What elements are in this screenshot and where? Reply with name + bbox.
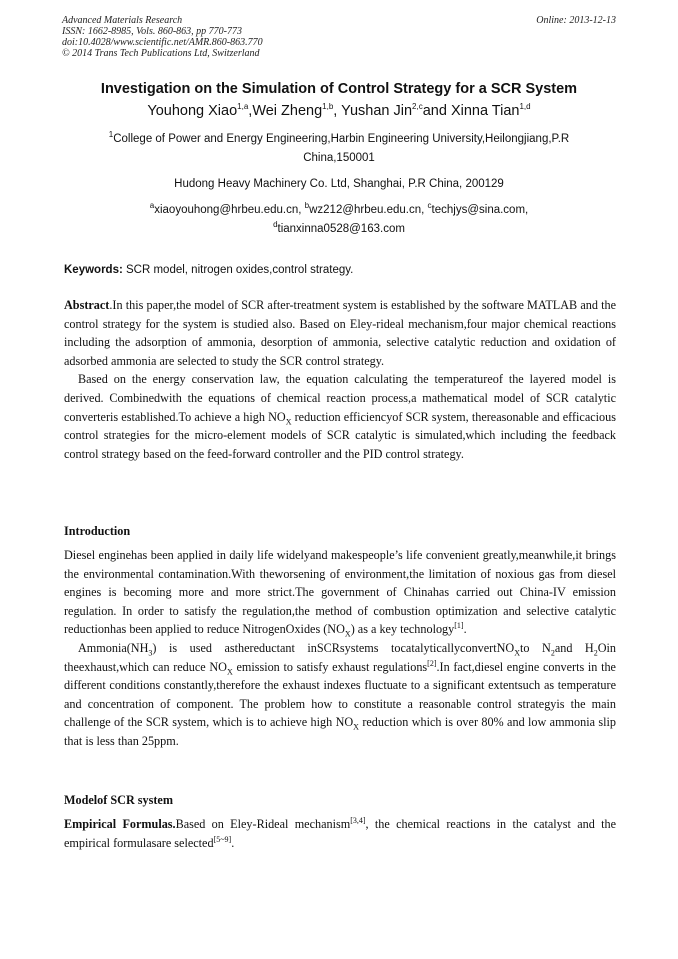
body-text: reduction which is over 80% and low ammonia slip that is less than 25ppm. xyxy=(64,715,616,748)
introduction-body xyxy=(64,546,616,751)
email-marker: a xyxy=(149,201,155,211)
issn-line: ISSN: 1662-8985, Vols. 860-863, pp 770-773 xyxy=(62,26,242,37)
abstract-paragraph xyxy=(64,296,616,370)
email-marker: c xyxy=(427,201,432,211)
subscript: 2 xyxy=(593,648,598,658)
abstract-text: Based on the energy conservation law, the equation calculating the temperatureof the layered model is derived. Combinedwith the equations of chemical reaction process,a mathematical model of SCR catalytic converteris established.To achieve a high NO xyxy=(64,372,616,424)
body-text: , the chemical reactions in the catalyst and the empirical formulasare selected xyxy=(64,817,616,850)
email-address: techjys@sina.com, xyxy=(431,204,529,216)
email-address: xiaoyouhong@hrbeu.edu.cn, xyxy=(154,204,305,216)
citation: [3,4] xyxy=(350,815,366,825)
journal-header xyxy=(62,15,616,59)
abstract-paragraph xyxy=(64,370,616,463)
author-name: Wei Zheng xyxy=(252,103,323,119)
author-separator: , xyxy=(333,103,342,119)
subscript: X xyxy=(514,648,520,658)
subscript: 3 xyxy=(148,648,153,658)
citation: [1] xyxy=(454,621,464,631)
subsection-label: Empirical Formulas. xyxy=(64,817,176,831)
author-marker: 2,c xyxy=(412,102,423,112)
affiliation-2: Hudong Heavy Machinery Co. Ltd, Shanghai, P.R China, 200129 xyxy=(174,178,504,190)
author-separator: , xyxy=(248,103,253,119)
doi-line: doi:10.4028/www.scientific.net/AMR.860-863.770 xyxy=(62,37,263,48)
subscript: X xyxy=(344,629,351,639)
section-heading-model: Modelof SCR system xyxy=(64,793,173,807)
email-address: tianxinna0528@163.com xyxy=(277,223,405,235)
body-text: ) as a key technology xyxy=(350,622,455,637)
keywords xyxy=(64,262,616,278)
affiliation-line: College of Power and Energy Engineering,Harbin Engineering University,Heilongjiang,P.R xyxy=(113,133,570,145)
subscript: 2 xyxy=(550,648,555,658)
body-text: to N xyxy=(520,640,551,655)
body-text: .In fact,diesel engine converts in the different conditions constantly,therefore the exhaust indexes fluctuate to a significant extentsuch as temperature and concentration of component. The problem how to constitute a reasonable control strategyis the main challenge of the SCR system, which is to achieve high NO xyxy=(64,659,616,730)
author-marker: 1,d xyxy=(519,102,531,112)
body-text: ) is used asthereductant inSCRsystems tocatalyticallyconvertNO xyxy=(152,640,515,655)
copyright-line: © 2014 Trans Tech Publications Ltd, Switzerland xyxy=(62,48,260,59)
affiliation-1 xyxy=(80,130,598,168)
author-name: Yushan Jin xyxy=(341,103,413,119)
citation: [2] xyxy=(427,658,437,668)
author-name: Youhong Xiao xyxy=(147,103,238,119)
body-text: . xyxy=(463,622,467,637)
email-list xyxy=(80,201,598,239)
body-text: Diesel enginehas been applied in daily life widelyand makespeople’s life convenient greatly,meanwhile,it brings the environmental contamination.With theworsening of environment,the limitation of noxious gas from diesel engines is becoming more and more strict.The government of Chinahas carried out China-IV emission regulation. In order to satisfy the regulation,the method of combustion optimization and selective catalytic reductionhas been applied to reduce NitrogenOxides (NO xyxy=(64,548,616,637)
abstract-label: Abstract xyxy=(64,298,110,312)
abstract xyxy=(64,296,616,463)
author-separator: and xyxy=(422,103,451,119)
email-marker: b xyxy=(304,201,310,211)
body-paragraph xyxy=(64,815,616,852)
body-text: and H xyxy=(554,640,594,655)
paper-title: Investigation on the Simulation of Control Strategy for a SCR System xyxy=(100,81,578,97)
subscript: X xyxy=(285,417,292,426)
abstract-text: reduction efficiencyof SCR system, thereasonable and efficacious control strategies for the micro-element models of SCR catalytic is simulated,which including the feedback control strategy based on the feed-forward controller and the PID control strategy. xyxy=(64,409,616,461)
abstract-text: .In this paper,the model of SCR after-treatment system is established by the software MATLAB and the control strategy for the system is studied also. Based on Eley-rideal mechanism,four major chemical reactions including the adsorption of ammonia, desorption of ammonia, selective catalytic reduction and oxidation of adsorbed ammonia are selected to study the SCR control strategy. xyxy=(64,298,616,368)
body-paragraph xyxy=(64,546,616,639)
body-text: . xyxy=(231,835,235,850)
email-address: wz212@hrbeu.edu.cn, xyxy=(309,204,428,216)
email-marker: d xyxy=(273,220,278,230)
author-list xyxy=(40,101,638,121)
subscript: X xyxy=(353,722,359,732)
journal-name: Advanced Materials Research xyxy=(62,15,183,26)
section-heading-introduction: Introduction xyxy=(64,524,131,538)
model-body xyxy=(64,815,616,852)
body-text: Based on Eley-Rideal mechanism xyxy=(175,817,351,831)
author-marker: 1,b xyxy=(322,102,334,112)
body-paragraph xyxy=(64,639,616,751)
affiliation-marker: 1 xyxy=(108,130,114,140)
keywords-label: Keywords: xyxy=(64,264,123,276)
author-name: Xinna Tian xyxy=(450,103,520,119)
affiliation-line: China,150001 xyxy=(303,152,375,164)
body-text: Ammonia(NH xyxy=(78,640,149,655)
online-date: Online: 2013-12-13 xyxy=(536,15,616,26)
keywords-text: SCR model, nitrogen oxides,control strategy. xyxy=(122,264,354,276)
citation: [5~9] xyxy=(213,834,232,844)
author-marker: 1,a xyxy=(237,102,249,112)
body-text: emission to satisfy exhaust regulations xyxy=(232,659,428,674)
subscript: X xyxy=(226,667,233,676)
body-text: Oin theexhaust,which can reduce NO xyxy=(64,640,617,674)
